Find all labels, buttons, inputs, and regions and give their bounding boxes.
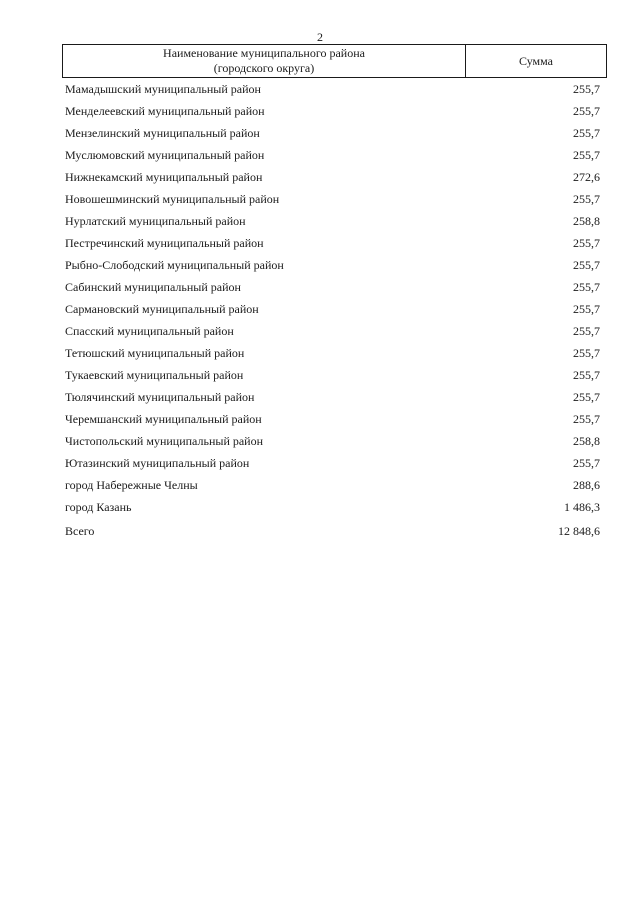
row-value: 255,7 [573, 455, 600, 470]
row-name: Спасский муниципальный район [65, 323, 234, 338]
row-name: Менделеевский муниципальный район [65, 103, 265, 118]
row-name: Черемшанский муниципальный район [65, 411, 262, 426]
table-row [65, 254, 600, 276]
row-value: 255,7 [573, 323, 600, 338]
row-value: 258,8 [573, 433, 600, 448]
row-name: Пестречинский муниципальный район [65, 235, 264, 250]
row-value: 255,7 [573, 103, 600, 118]
row-name: Сармановский муниципальный район [65, 301, 259, 316]
table-row [65, 430, 600, 452]
row-name: город Казань [65, 499, 132, 514]
row-value: 255,7 [573, 279, 600, 294]
row-name: Муслюмовский муниципальный район [65, 147, 265, 162]
table-row [65, 364, 600, 386]
table-row [65, 166, 600, 188]
row-value: 258,8 [573, 213, 600, 228]
table-row [65, 122, 600, 144]
row-value: 255,7 [573, 81, 600, 96]
row-value: 1 486,3 [564, 499, 600, 514]
total-value: 12 848,6 [558, 523, 600, 538]
row-value: 255,7 [573, 191, 600, 206]
row-name: Нижнекамский муниципальный район [65, 169, 263, 184]
row-value: 255,7 [573, 367, 600, 382]
table-row [65, 342, 600, 364]
row-name: Чистопольский муниципальный район [65, 433, 264, 448]
row-value: 255,7 [573, 125, 600, 140]
table-row [65, 78, 600, 100]
row-name: Новошешминский муниципальный район [65, 191, 280, 206]
row-name: город Набережные Челны [65, 477, 198, 492]
row-value: 255,7 [573, 389, 600, 404]
row-value: 255,7 [573, 257, 600, 272]
table-row [65, 386, 600, 408]
header-name-cell [63, 45, 466, 77]
table-row [65, 100, 600, 122]
table-row [65, 496, 600, 518]
row-name: Тюлячинский муниципальный район [65, 389, 255, 404]
row-name: Рыбно-Слободский муниципальный район [65, 257, 284, 272]
row-name: Мензелинский муниципальный район [65, 125, 260, 140]
page-number: 2 [317, 30, 323, 44]
row-value: 255,7 [573, 411, 600, 426]
row-value: 255,7 [573, 147, 600, 162]
row-name: Тукаевский муниципальный район [65, 367, 244, 382]
table-row [65, 408, 600, 430]
total-label: Всего [65, 523, 95, 538]
table-row [65, 188, 600, 210]
table-body [65, 78, 600, 542]
table-row [65, 144, 600, 166]
table-row [65, 452, 600, 474]
row-name: Тетюшский муниципальный район [65, 345, 245, 360]
table-row [65, 210, 600, 232]
table-row [65, 276, 600, 298]
row-value: 255,7 [573, 345, 600, 360]
row-name: Сабинский муниципальный район [65, 279, 241, 294]
header-name-line1: Наименование муниципального района [163, 46, 365, 60]
row-name: Мамадышский муниципальный район [65, 81, 261, 96]
header-name-line2: (городского округа) [213, 61, 315, 75]
table-row [65, 298, 600, 320]
row-name: Ютазинский муниципальный район [65, 455, 250, 470]
table-header [62, 44, 607, 78]
row-value: 272,6 [573, 169, 600, 184]
row-value: 255,7 [573, 301, 600, 316]
row-value: 255,7 [573, 235, 600, 250]
table-row [65, 320, 600, 342]
row-name: Нурлатский муниципальный район [65, 213, 246, 228]
total-row [65, 520, 600, 542]
table-row [65, 232, 600, 254]
row-value: 288,6 [573, 477, 600, 492]
header-sum-cell: Сумма [519, 53, 553, 68]
table-row [65, 474, 600, 496]
